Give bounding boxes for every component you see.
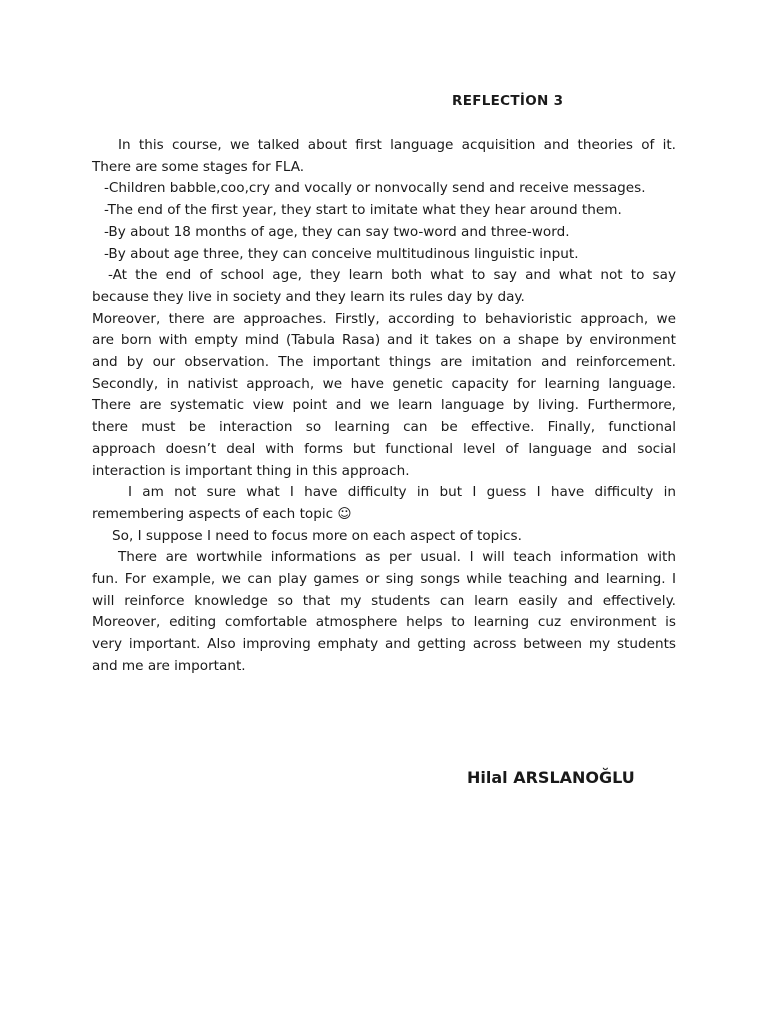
- stage-item: -By about 18 months of age, they can say two-word and three-word.: [104, 223, 570, 240]
- stage-item: -The end of the first year, they start to imitate what they hear around them.: [104, 202, 622, 219]
- body-line: There are some stages for FLA.: [92, 158, 305, 175]
- body-line: Moreover, editing comfortable atmosphere helps to learning cuz environment is: [92, 614, 676, 631]
- body-line: are born with empty mind (Tabula Rasa) and it takes on a shape by environment: [92, 332, 676, 349]
- body-line: because they live in society and they learn its rules day by day.: [92, 288, 525, 305]
- body-line: approach doesn’t deal with forms but functional level of language and social: [92, 440, 676, 457]
- body-line: In this course, we talked about first language acquisition and theories of it.: [118, 137, 676, 153]
- body-line: So, I suppose I need to focus more on each aspect of topics.: [112, 527, 522, 544]
- document-title: REFLECTİON 3: [452, 93, 564, 109]
- author-signature: Hilal ARSLANOĞLU: [467, 768, 635, 787]
- body-line: very important. Also improving emphaty and getting across between my students: [92, 636, 676, 653]
- body-line: and by our observation. The important things are imitation and reinforcement.: [92, 354, 676, 371]
- body-line: I am not sure what I have difficulty in but I guess I have difficulty in: [128, 484, 676, 501]
- body-line: fun. For example, we can play games or sing songs while teaching and learning. I: [92, 571, 676, 588]
- stage-item: -At the end of school age, they learn both what to say and what not to say: [108, 267, 676, 284]
- body-line: Secondly, in nativist approach, we have genetic capacity for learning language.: [92, 375, 676, 392]
- reflection-body: [92, 135, 676, 678]
- stage-item: -By about age three, they can conceive multitudinous linguistic input.: [104, 245, 579, 262]
- body-line: and me are important.: [92, 657, 246, 674]
- body-line: there must be interaction so learning can be effective. Finally, functional: [92, 419, 676, 436]
- body-line: remembering aspects of each topic ☺: [92, 505, 352, 522]
- body-line: Moreover, there are approaches. Firstly, according to behavioristic approach, we: [92, 310, 676, 327]
- body-line: There are wortwhile informations as per usual. I will teach information with: [118, 549, 676, 566]
- body-line: will reinforce knowledge so that my students can learn easily and effectively.: [92, 592, 676, 609]
- body-line: interaction is important thing in this approach.: [92, 462, 410, 479]
- stage-item: -Children babble,coo,cry and vocally or nonvocally send and receive messages.: [104, 180, 646, 197]
- body-line: There are systematic view point and we learn language by living. Furthermore,: [92, 397, 676, 414]
